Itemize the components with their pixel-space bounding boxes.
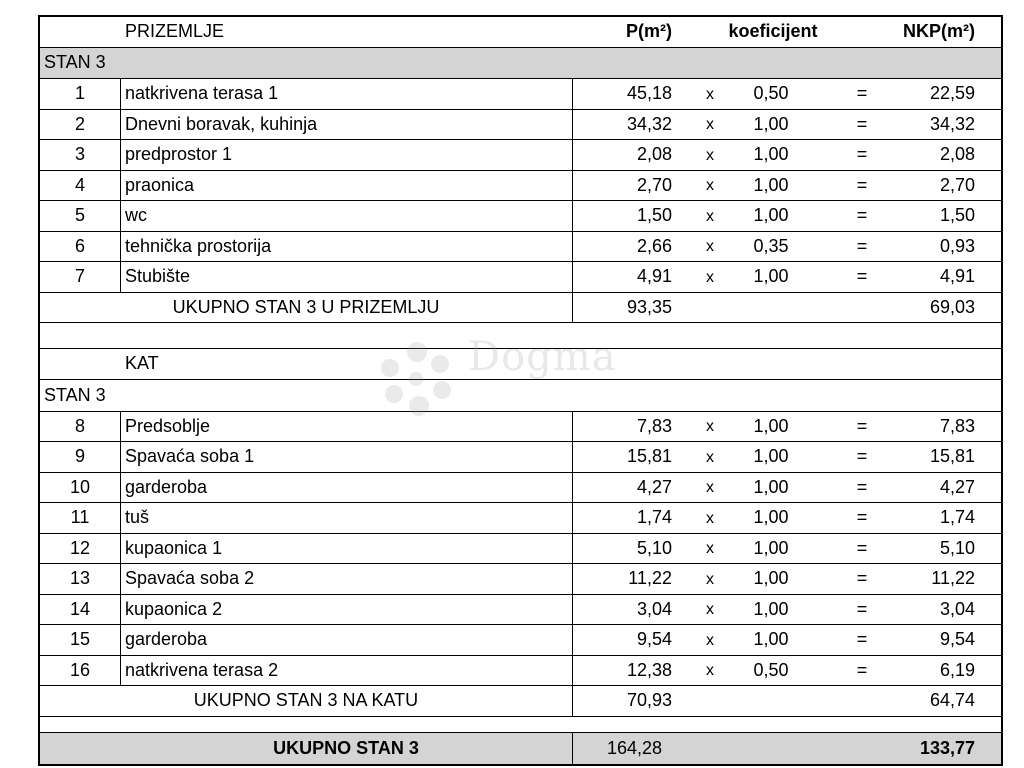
subtotal-row-upper-floor [40,686,1001,717]
table-header [40,17,1001,48]
row-number: 14 [69,598,91,619]
table-row [40,503,1001,534]
row-number: 16 [69,659,91,680]
table-row [40,625,1001,656]
room-name: kupaonica 2 [125,598,223,619]
coefficient-value: 1,00 [753,476,789,497]
room-name: Stubište [125,266,191,287]
row-number: 4 [74,174,85,195]
coefficient-value: 1,00 [753,446,789,467]
table-row [40,534,1001,565]
row-number: 13 [69,568,91,589]
spacer-row [40,323,1001,349]
equals-sign: = [856,415,868,436]
unit-label: STAN 3 [44,384,106,405]
multiply-sign: x [706,601,714,619]
room-name: garderoba [125,476,208,497]
net-area-value: 7,83 [939,415,975,436]
table-row [40,473,1001,504]
spacer-row [40,717,1001,733]
area-value: 1,74 [636,507,672,528]
table-row [40,140,1001,171]
coefficient-value: 0,50 [753,83,789,104]
equals-sign: = [856,476,868,497]
multiply-sign: x [706,146,714,164]
grand-total-area: 164,28 [606,737,662,758]
subtotal-net-area: 64,74 [929,690,975,711]
unit-label: STAN 3 [44,52,106,73]
subtotal-net-area: 69,03 [929,296,975,317]
section-title-ground-floor: PRIZEMLJE [125,21,225,42]
equals-sign: = [856,174,868,195]
table-row [40,201,1001,232]
equals-sign: = [856,266,868,287]
table-row [40,232,1001,263]
multiply-sign: x [706,85,714,103]
row-number: 3 [74,144,85,165]
multiply-sign: x [706,207,714,225]
coefficient-value: 1,00 [753,174,789,195]
grand-total-label: UKUPNO STAN 3 [273,737,419,758]
equals-sign: = [856,113,868,134]
area-value: 9,54 [636,629,672,650]
room-name: kupaonica 1 [125,537,223,558]
room-name: natkrivena terasa 1 [125,83,279,104]
multiply-sign: x [706,631,714,649]
area-table [38,15,1003,766]
subtotal-label: UKUPNO STAN 3 U PRIZEMLJU [172,296,440,317]
net-area-value: 34,32 [929,113,975,134]
room-name: natkrivena terasa 2 [125,659,279,680]
room-name: praonica [125,174,195,195]
multiply-sign: x [706,238,714,256]
coefficient-value: 1,00 [753,568,789,589]
room-name: Dnevni boravak, kuhinja [125,113,318,134]
equals-sign: = [856,598,868,619]
coefficient-value: 1,00 [753,507,789,528]
area-value: 2,66 [636,235,672,256]
coefficient-value: 1,00 [753,205,789,226]
net-area-value: 4,27 [939,476,975,497]
area-value: 7,83 [636,415,672,436]
room-name: predprostor 1 [125,144,233,165]
subtotal-label: UKUPNO STAN 3 NA KATU [193,690,419,711]
table-row [40,262,1001,293]
row-number: 12 [69,537,91,558]
net-area-value: 9,54 [939,629,975,650]
subtotal-row-ground-floor [40,293,1001,323]
row-number: 6 [74,235,85,256]
equals-sign: = [856,629,868,650]
grand-total-row [40,733,1001,765]
net-area-value: 2,08 [939,144,975,165]
table-row [40,595,1001,626]
subtotal-area: 93,35 [626,296,672,317]
room-name: wc [125,205,147,226]
room-name: Spavaća soba 2 [125,568,255,589]
subtotal-area: 70,93 [626,690,672,711]
coefficient-value: 0,35 [753,235,789,256]
table-row [40,656,1001,687]
coefficient-value: 1,00 [753,598,789,619]
room-name: tehnička prostorija [125,235,272,256]
equals-sign: = [856,144,868,165]
equals-sign: = [856,205,868,226]
row-number: 10 [69,476,91,497]
multiply-sign: x [706,570,714,588]
unit-label-row [40,48,1001,80]
area-value: 12,38 [626,659,672,680]
net-area-value: 5,10 [939,537,975,558]
table-row [40,412,1001,443]
net-area-value: 15,81 [929,446,975,467]
table-row [40,564,1001,595]
area-value: 11,22 [628,568,672,589]
multiply-sign: x [706,268,714,286]
section-title-upper-floor: KAT [125,353,159,373]
equals-sign: = [856,537,868,558]
room-name: Spavaća soba 1 [125,446,255,467]
equals-sign: = [856,568,868,589]
coefficient-value: 1,00 [753,537,789,558]
multiply-sign: x [706,662,714,680]
area-value: 3,04 [636,598,672,619]
row-number: 9 [74,446,85,467]
row-number: 8 [74,415,85,436]
area-value: 2,08 [636,144,672,165]
net-area-value: 22,59 [929,83,975,104]
row-number: 1 [74,83,85,104]
area-value: 4,27 [636,476,672,497]
table-row [40,79,1001,110]
net-area-value: 1,74 [939,507,975,528]
net-area-value: 4,91 [939,266,975,287]
table-row [40,110,1001,141]
equals-sign: = [856,507,868,528]
area-value: 45,18 [626,83,672,104]
net-area-value: 1,50 [939,205,975,226]
coefficient-value: 0,50 [753,659,789,680]
multiply-sign: x [706,177,714,195]
equals-sign: = [856,446,868,467]
area-value: 1,50 [636,205,672,226]
area-value: 4,91 [636,266,672,287]
multiply-sign: x [706,509,714,527]
multiply-sign: x [706,448,714,466]
room-name: garderoba [125,629,208,650]
equals-sign: = [856,83,868,104]
multiply-sign: x [706,479,714,497]
grand-total-net-area: 133,77 [919,737,975,758]
room-name: Predsoblje [125,415,211,436]
coefficient-value: 1,00 [753,113,789,134]
multiply-sign: x [706,116,714,134]
area-value: 5,10 [636,537,672,558]
section-row-upper-floor [40,349,1001,380]
row-number: 5 [74,205,85,226]
net-area-value: 3,04 [939,598,975,619]
table-row [40,442,1001,473]
equals-sign: = [856,235,868,256]
net-area-column-header: NKP(m²) [903,21,975,42]
area-value: 2,70 [636,174,672,195]
coefficient-value: 1,00 [753,629,789,650]
row-number: 11 [70,507,90,528]
net-area-value: 0,93 [939,235,975,256]
equals-sign: = [856,659,868,680]
coefficient-value: 1,00 [753,144,789,165]
multiply-sign: x [706,540,714,558]
watermark-text: Dogma [468,334,617,380]
area-value: 34,32 [626,113,672,134]
net-area-value: 6,19 [939,659,975,680]
net-area-value: 11,22 [931,568,975,589]
room-name: tuš [125,507,150,528]
coefficient-column-header: koeficijent [728,21,818,42]
net-area-value: 2,70 [939,174,975,195]
row-number: 7 [74,266,85,287]
coefficient-value: 1,00 [753,415,789,436]
area-column-header: P(m²) [626,21,672,42]
coefficient-value: 1,00 [753,266,789,287]
area-value: 15,81 [626,446,672,467]
row-number: 15 [69,629,91,650]
row-number: 2 [74,113,85,134]
table-row [40,171,1001,202]
unit-label-row [40,380,1001,412]
multiply-sign: x [706,418,714,436]
